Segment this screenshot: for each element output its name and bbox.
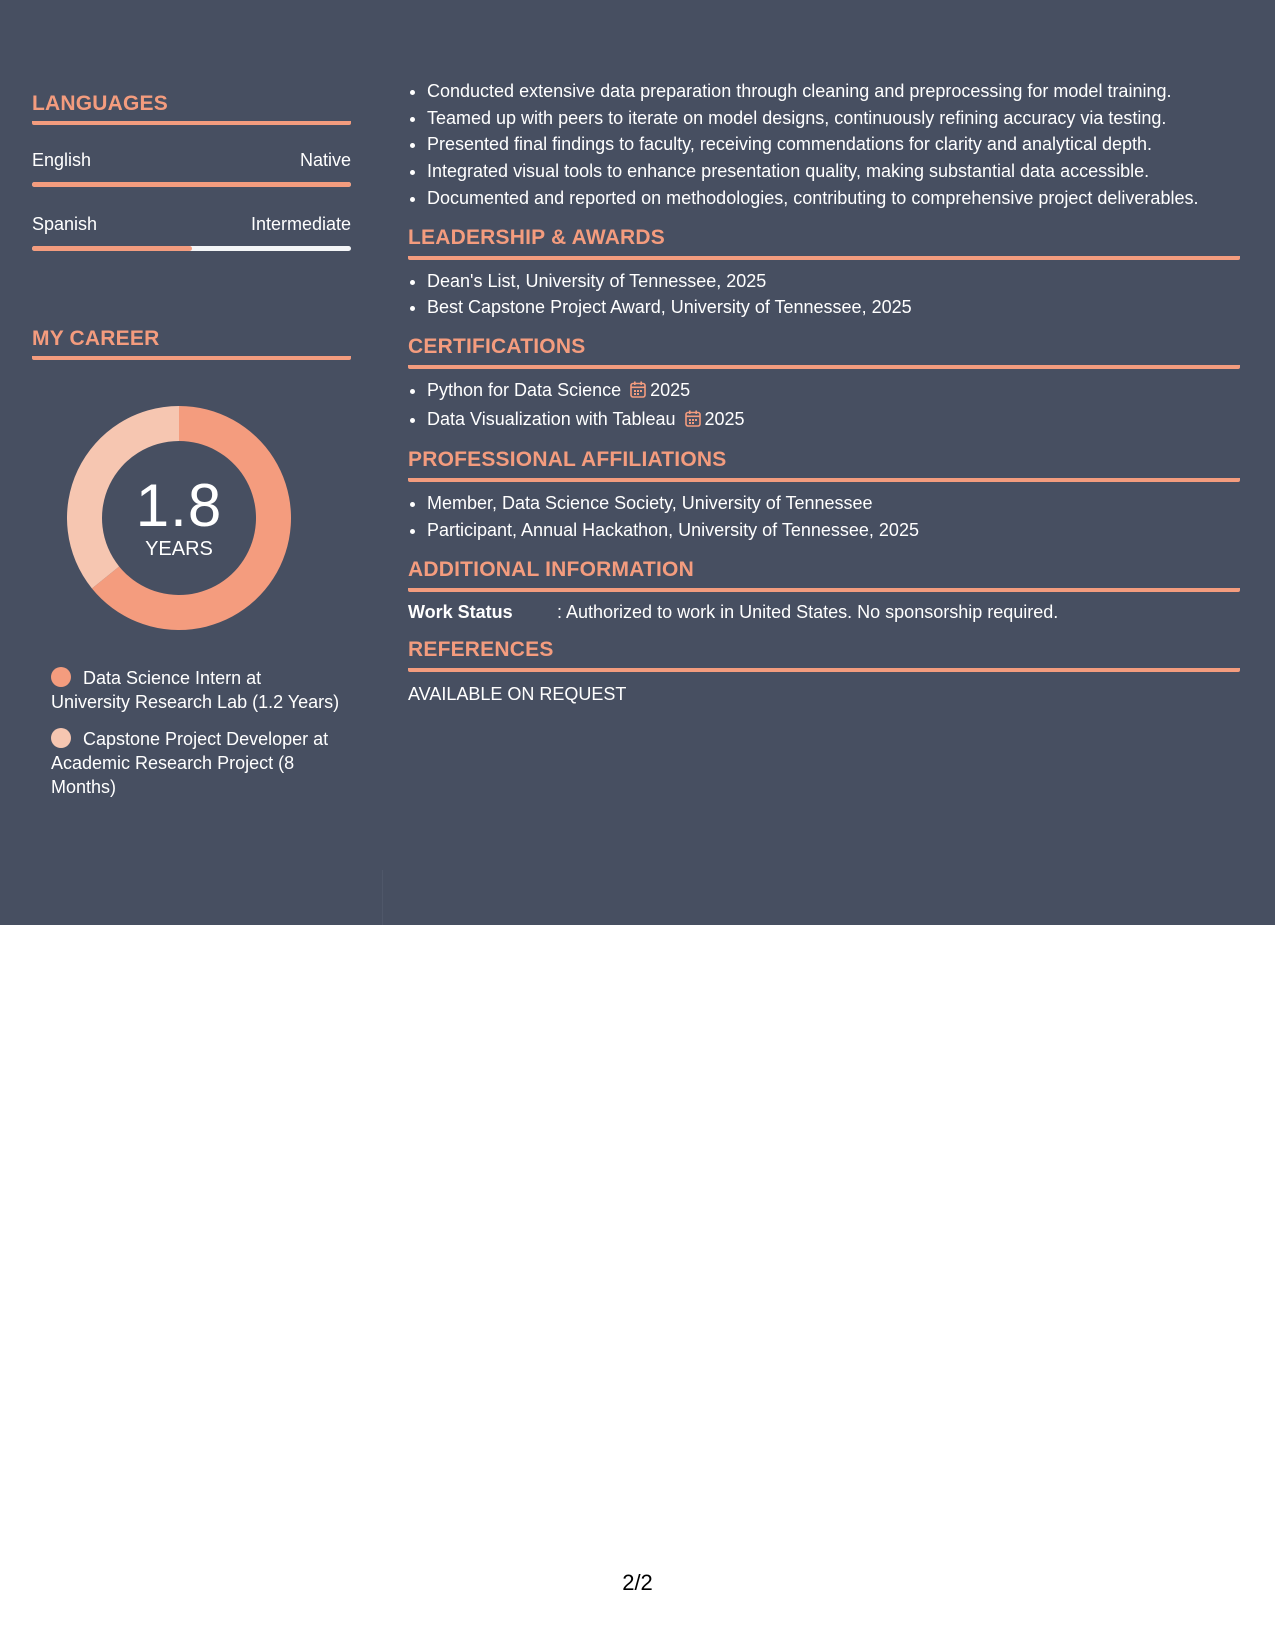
career-heading: MY CAREER <box>32 327 351 360</box>
leadership-heading: LEADERSHIP & AWARDS <box>408 226 1240 260</box>
certification-year: 2025 <box>704 408 745 429</box>
references-heading: REFERENCES <box>408 638 1240 672</box>
list-item <box>427 406 1240 435</box>
list-item: • Participant, Annual Hackathon, University of Tennessee, 2025 <box>427 517 1240 544</box>
calendar-icon <box>630 379 646 406</box>
career-legend <box>51 666 341 799</box>
list-item: • Dean's List, University of Tennessee, 2025 <box>427 268 1240 295</box>
language-proficiency-bar <box>32 182 351 187</box>
list-item: • Conducted extensive data preparation through cleaning and preprocessing for model training. <box>427 78 1240 105</box>
career-donut-chart <box>67 406 291 630</box>
list-item: • Teamed up with peers to iterate on model designs, continuously refining accuracy via testing. <box>427 105 1240 132</box>
right-column <box>408 78 1240 706</box>
language-row-english <box>32 149 351 171</box>
list-item: • Documented and reported on methodologies, contributing to comprehensive project deliverables. <box>427 185 1240 212</box>
list-item: • Presented final findings to faculty, receiving commendations for clarity and analytical depth. <box>427 131 1240 158</box>
languages-heading: LANGUAGES <box>32 92 351 125</box>
career-total-years: 1.8 <box>135 472 223 539</box>
list-item <box>427 377 1240 406</box>
references-section <box>408 638 1240 706</box>
language-name: Spanish <box>32 214 98 234</box>
certifications-section <box>408 335 1240 434</box>
leadership-section <box>408 226 1240 321</box>
list-item: • Best Capstone Project Award, University of Tennessee, 2025 <box>427 294 1240 321</box>
language-proficiency-bar <box>32 246 351 251</box>
list-item: • Integrated visual tools to enhance presentation quality, making substantial data accessible. <box>427 158 1240 185</box>
certification-date <box>630 380 690 400</box>
column-divider <box>382 870 383 925</box>
language-proficiency-fill <box>32 182 351 187</box>
additional-info-section <box>408 558 1240 624</box>
page-number: 2/2 <box>622 1570 653 1595</box>
donut-center <box>67 406 291 630</box>
work-status-row <box>408 600 1240 624</box>
certification-name: Python for Data Science <box>427 379 622 400</box>
language-row-spanish <box>32 213 351 235</box>
experience-bullets <box>408 78 1240 212</box>
references-text: AVAILABLE ON REQUEST <box>408 683 627 704</box>
certifications-heading: CERTIFICATIONS <box>408 335 1240 369</box>
language-level: Native <box>299 150 351 170</box>
career-total-unit: YEARS <box>145 538 213 560</box>
language-proficiency-fill <box>32 246 192 251</box>
work-status-value: : Authorized to work in United States. No sponsorship required. <box>557 601 1059 622</box>
certification-date <box>685 409 745 429</box>
list-item: • Member, Data Science Society, University of Tennessee <box>427 490 1240 517</box>
leadership-list <box>408 268 1240 321</box>
certification-name: Data Visualization with Tableau <box>427 408 676 429</box>
affiliations-list <box>408 490 1240 543</box>
legend-dot-icon <box>51 728 71 748</box>
legend-item <box>51 666 341 714</box>
certification-year: 2025 <box>650 379 691 400</box>
certifications-list <box>408 377 1240 434</box>
affiliations-heading: PROFESSIONAL AFFILIATIONS <box>408 448 1240 482</box>
legend-label: Capstone Project Developer at Academic Research Project (8 Months) <box>51 729 329 797</box>
additional-info-heading: ADDITIONAL INFORMATION <box>408 558 1240 592</box>
legend-label: Data Science Intern at University Research Lab (1.2 Years) <box>51 668 340 712</box>
affiliations-section <box>408 448 1240 543</box>
language-level: Intermediate <box>250 214 351 234</box>
legend-dot-icon <box>51 667 71 687</box>
language-name: English <box>32 150 92 170</box>
calendar-icon <box>685 408 701 435</box>
work-status-label: Work Status <box>408 601 513 622</box>
legend-item <box>51 727 341 799</box>
left-column <box>32 92 351 812</box>
